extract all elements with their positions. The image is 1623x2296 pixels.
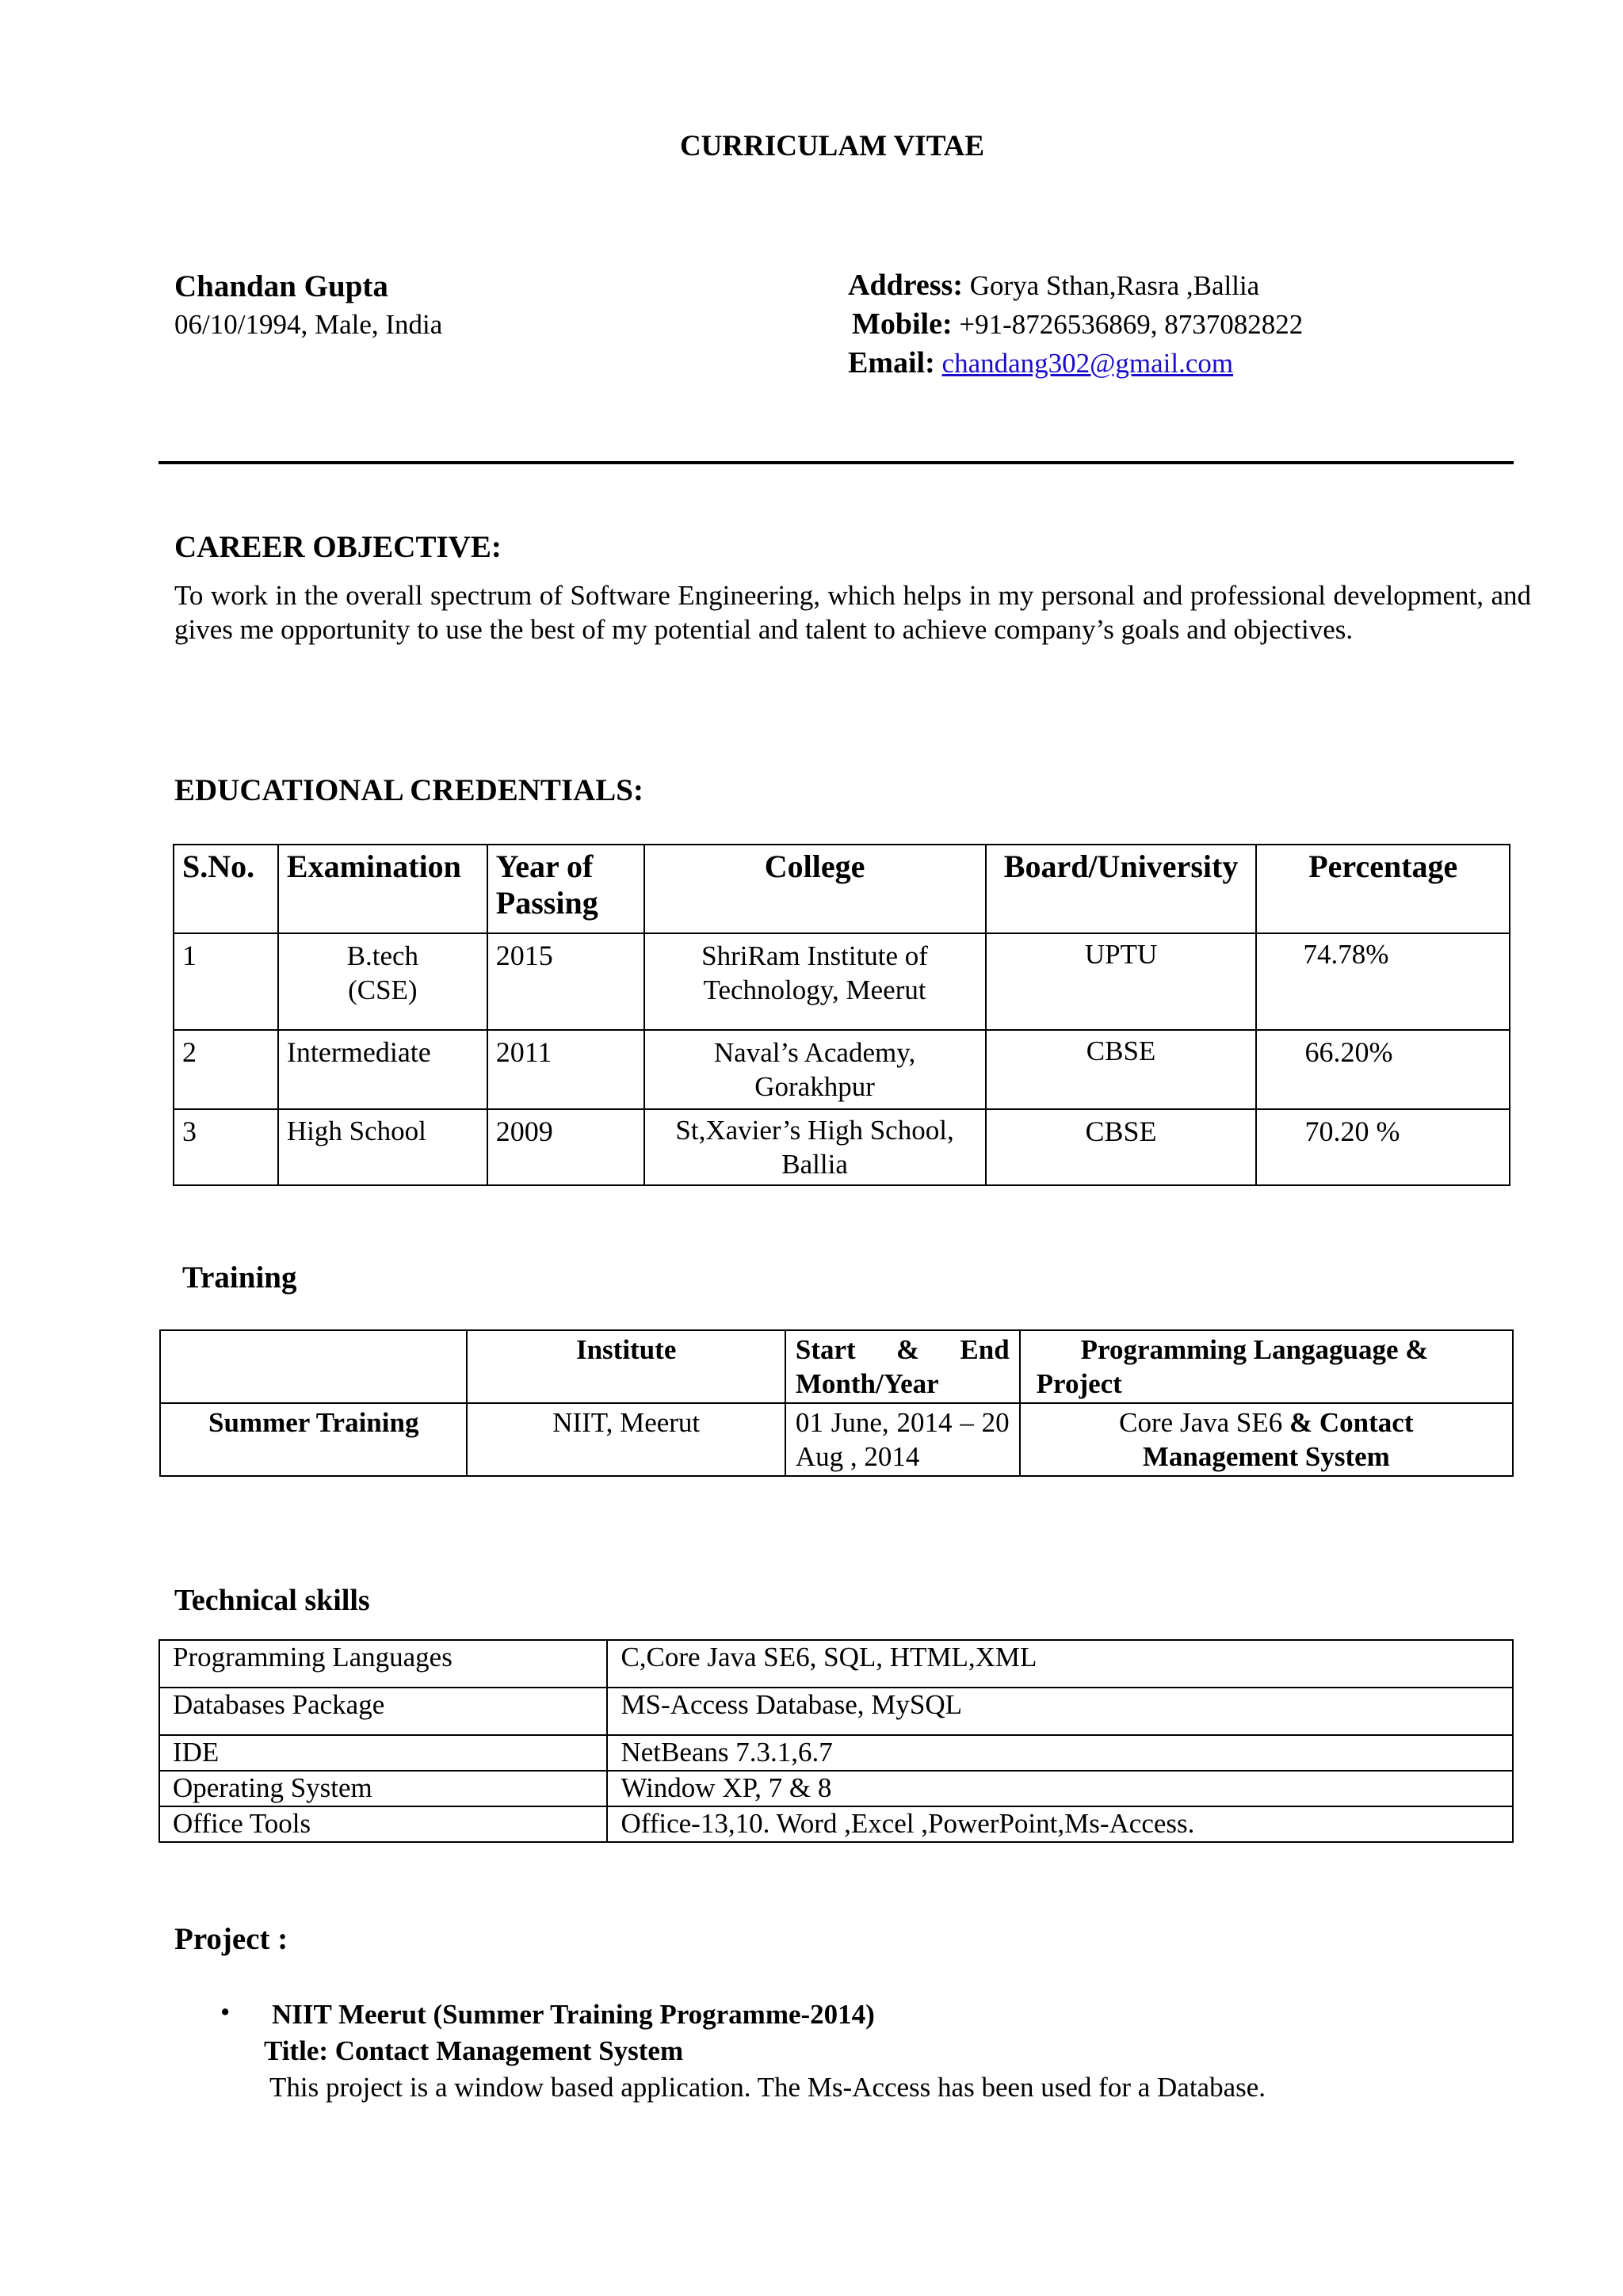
objective-text: To work in the overall spectrum of Software Engineering, which helps in my personal and professional development, and gives me opportunity to use the best of my potential and talent to achieve company’s goals and objectives. [174, 580, 1531, 645]
mobile-line [852, 307, 1303, 341]
cell-college: St,Xavier’s High School, Ballia [644, 1109, 986, 1185]
cell-year: 2015 [487, 933, 644, 1030]
mobile-label: Mobile: [852, 307, 953, 341]
cell-percentage: 74.78% [1256, 933, 1510, 1030]
header-institute: Institute [467, 1330, 785, 1403]
cell-board: UPTU [986, 933, 1257, 1030]
skill-value: Office-13,10. Word ,Excel ,PowerPoint,Ms-Access. [607, 1806, 1513, 1842]
project-heading: Project : [174, 1922, 288, 1956]
header-year: Year of Passing [487, 845, 644, 933]
address-value: Gorya Sthan,Rasra ,Ballia [969, 270, 1260, 301]
skill-category: Operating System [159, 1771, 607, 1806]
training-heading: Training [182, 1261, 297, 1295]
header-language-project: Programming Langaguage & Project [1020, 1330, 1513, 1403]
skill-category: Programming Languages [159, 1640, 607, 1688]
address-line [848, 268, 1259, 303]
header-dates: Start & End Month/Year [785, 1330, 1020, 1403]
cell-examination: High School [278, 1109, 487, 1185]
cell-examination: Intermediate [278, 1030, 487, 1109]
candidate-name: Chandan Gupta [174, 269, 388, 303]
skill-category: Databases Package [159, 1688, 607, 1735]
table-row [174, 933, 1510, 1030]
header-percentage: Percentage [1256, 845, 1510, 933]
cell-sno: 1 [174, 933, 278, 1030]
training-table [159, 1329, 1514, 1477]
skill-value: NetBeans 7.3.1,6.7 [607, 1735, 1513, 1771]
mobile-value: +91-8726536869, 8737082822 [959, 309, 1304, 340]
skill-value: MS-Access Database, MySQL [607, 1688, 1513, 1735]
cell-training-type: Summer Training [160, 1403, 467, 1476]
education-heading: EDUCATIONAL CREDENTIALS: [174, 773, 643, 807]
email-link[interactable]: chandang302@gmail.com [941, 348, 1234, 379]
cell-percentage: 70.20 % [1256, 1109, 1510, 1185]
table-row [160, 1403, 1513, 1476]
document-title: CURRICULAM VITAE [679, 130, 985, 162]
header-blank [160, 1330, 467, 1403]
cell-board: CBSE [986, 1030, 1257, 1109]
objective-heading: CAREER OBJECTIVE: [174, 530, 502, 564]
table-row [159, 1806, 1513, 1842]
table-row [159, 1688, 1513, 1735]
training-header-row [160, 1330, 1513, 1403]
cell-college: Naval’s Academy, Gorakhpur [644, 1030, 986, 1109]
bullet-icon: • [220, 1997, 231, 2027]
cell-examination: B.tech (CSE) [278, 933, 487, 1030]
table-row [174, 1030, 1510, 1109]
header-divider [158, 461, 1514, 464]
cell-sno: 2 [174, 1030, 278, 1109]
cell-year: 2011 [487, 1030, 644, 1109]
skills-table [158, 1639, 1514, 1843]
cell-college: ShriRam Institute of Technology, Meerut [644, 933, 986, 1030]
table-row [159, 1735, 1513, 1771]
cell-percentage: 66.20% [1256, 1030, 1510, 1109]
cell-institute: NIIT, Meerut [467, 1403, 785, 1476]
header-examination: Examination [278, 845, 487, 933]
cell-sno: 3 [174, 1109, 278, 1185]
cell-dates: 01 June, 2014 – 20 Aug , 2014 [785, 1403, 1020, 1476]
cell-project [1020, 1403, 1513, 1476]
header-sno: S.No. [174, 845, 278, 933]
project-name: & Contact Management System [1142, 1407, 1414, 1472]
skill-value: Window XP, 7 & 8 [607, 1771, 1513, 1806]
skill-category: IDE [159, 1735, 607, 1771]
personal-details: 06/10/1994, Male, India [174, 309, 443, 340]
skill-value: C,Core Java SE6, SQL, HTML,XML [607, 1640, 1513, 1688]
project-language: Core Java SE6 [1119, 1407, 1283, 1438]
skills-heading: Technical skills [174, 1584, 370, 1617]
project-description: This project is a window based application. The Ms-Access has been used for a Database. [269, 2072, 1266, 2103]
education-table [173, 844, 1510, 1186]
project-title: Title: Contact Management System [264, 2035, 684, 2066]
header-college: College [644, 845, 986, 933]
skill-category: Office Tools [159, 1806, 607, 1842]
cell-board: CBSE [986, 1109, 1257, 1185]
email-line [848, 345, 1233, 380]
education-header-row [174, 845, 1510, 933]
address-label: Address: [848, 269, 963, 302]
email-label: Email: [848, 346, 935, 379]
table-row [159, 1640, 1513, 1688]
cell-year: 2009 [487, 1109, 644, 1185]
header-board: Board/University [986, 845, 1257, 933]
table-row [174, 1109, 1510, 1185]
table-row [159, 1771, 1513, 1806]
project-item: NIIT Meerut (Summer Training Programme-2014) [272, 1999, 875, 2030]
